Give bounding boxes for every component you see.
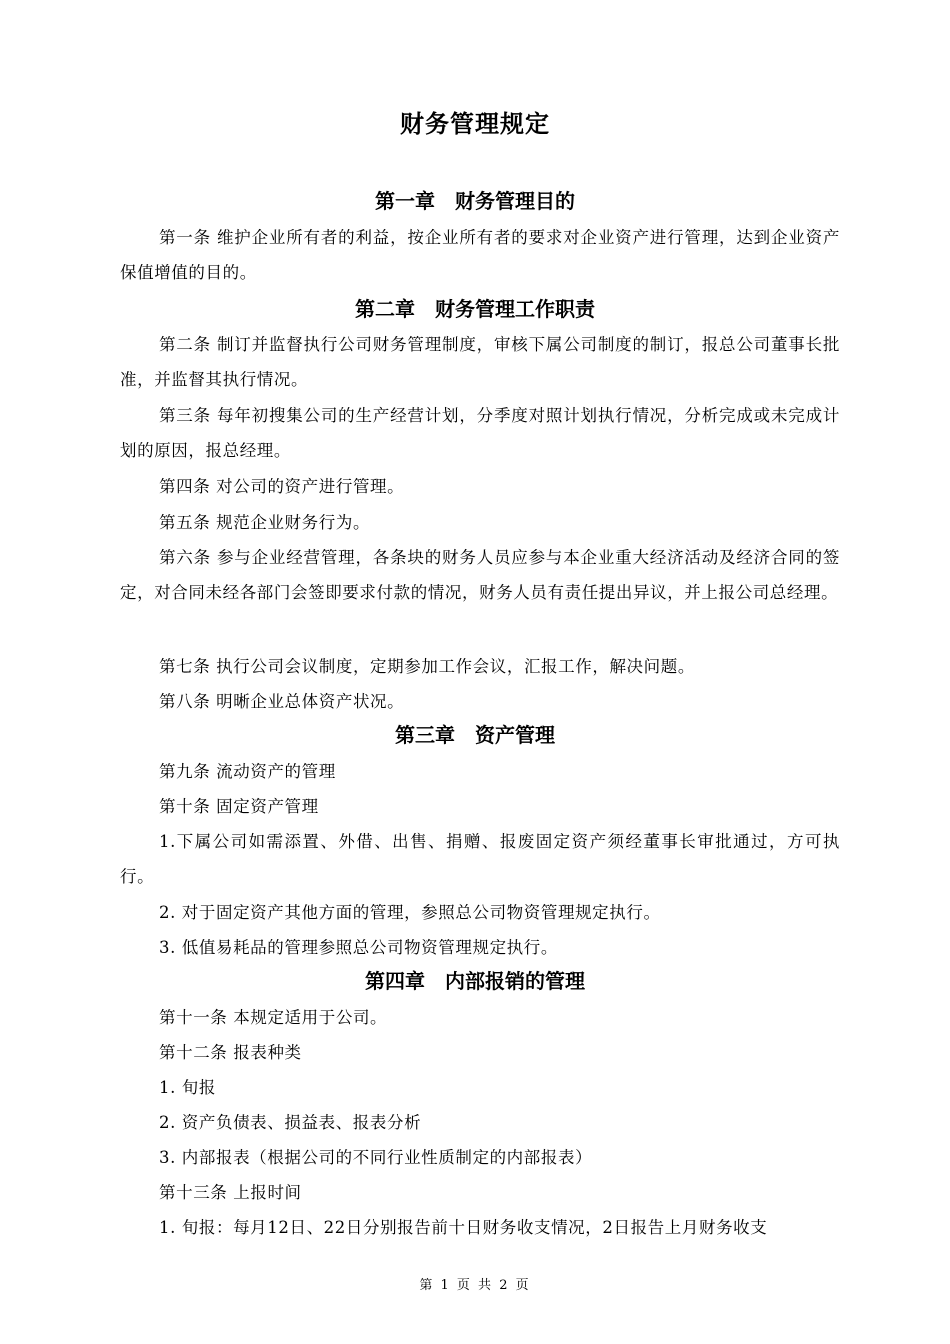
list-item: 3. 低值易耗品的管理参照总公司物资管理规定执行。 (159, 938, 558, 957)
list-item: 1. 旬报：每月12日、22日分别报告前十日财务收支情况，2日报告上月财务收支 (159, 1218, 768, 1237)
article-10: 第十条 固定资产管理 (159, 797, 319, 816)
article-8: 第八条 明晰企业总体资产状况。 (159, 692, 405, 711)
article-5: 第五条 规范企业财务行为。 (159, 513, 371, 532)
article-1: 第一条 维护企业所有者的利益，按企业所有者的要求对企业资产进行管理，达到企业资产保值增值的目的。 (120, 228, 840, 282)
chapter-2-heading: 第二章 财务管理工作职责 (355, 297, 595, 321)
article-11: 第十一条 本规定适用于公司。 (159, 1008, 388, 1027)
article-2: 第二条 制订并监督执行公司财务管理制度，审核下属公司制度的制订，报总公司董事长批准，并监督其执行情况。 (120, 335, 840, 389)
chapter-3-heading: 第三章 资产管理 (395, 723, 555, 747)
chapter-4-heading: 第四章 内部报销的管理 (365, 969, 585, 993)
article-9: 第九条 流动资产的管理 (159, 762, 336, 781)
article-7: 第七条 执行公司会议制度，定期参加工作会议，汇报工作，解决问题。 (159, 657, 695, 676)
list-item: 1.下属公司如需添置、外借、出售、捐赠、报废固定资产须经董事长审批通过，方可执行。 (120, 832, 840, 886)
list-item: 1. 旬报 (159, 1078, 216, 1097)
chapter-1-heading: 第一章 财务管理目的 (375, 189, 575, 213)
article-13: 第十三条 上报时间 (159, 1183, 302, 1202)
list-item: 3. 内部报表（根据公司的不同行业性质制定的内部报表） (159, 1148, 593, 1167)
list-item: 2. 对于固定资产其他方面的管理，参照总公司物资管理规定执行。 (159, 903, 661, 922)
article-12: 第十二条 报表种类 (159, 1043, 302, 1062)
article-4: 第四条 对公司的资产进行管理。 (159, 477, 405, 496)
list-item: 2. 资产负债表、损益表、报表分析 (159, 1113, 422, 1132)
article-3: 第三条 每年初搜集公司的生产经营计划，分季度对照计划执行情况，分析完成或未完成计划的原因，报总经理。 (120, 406, 840, 460)
document-title: 财务管理规定 (400, 110, 550, 138)
article-6: 第六条 参与企业经营管理，各条块的财务人员应参与本企业重大经济活动及经济合同的签定，对合同未经各部门会签即要求付款的情况，财务人员有责任提出异议，并上报公司总经理。 (120, 548, 840, 602)
page-footer: 第 1 页 共 2 页 (419, 1278, 531, 1293)
